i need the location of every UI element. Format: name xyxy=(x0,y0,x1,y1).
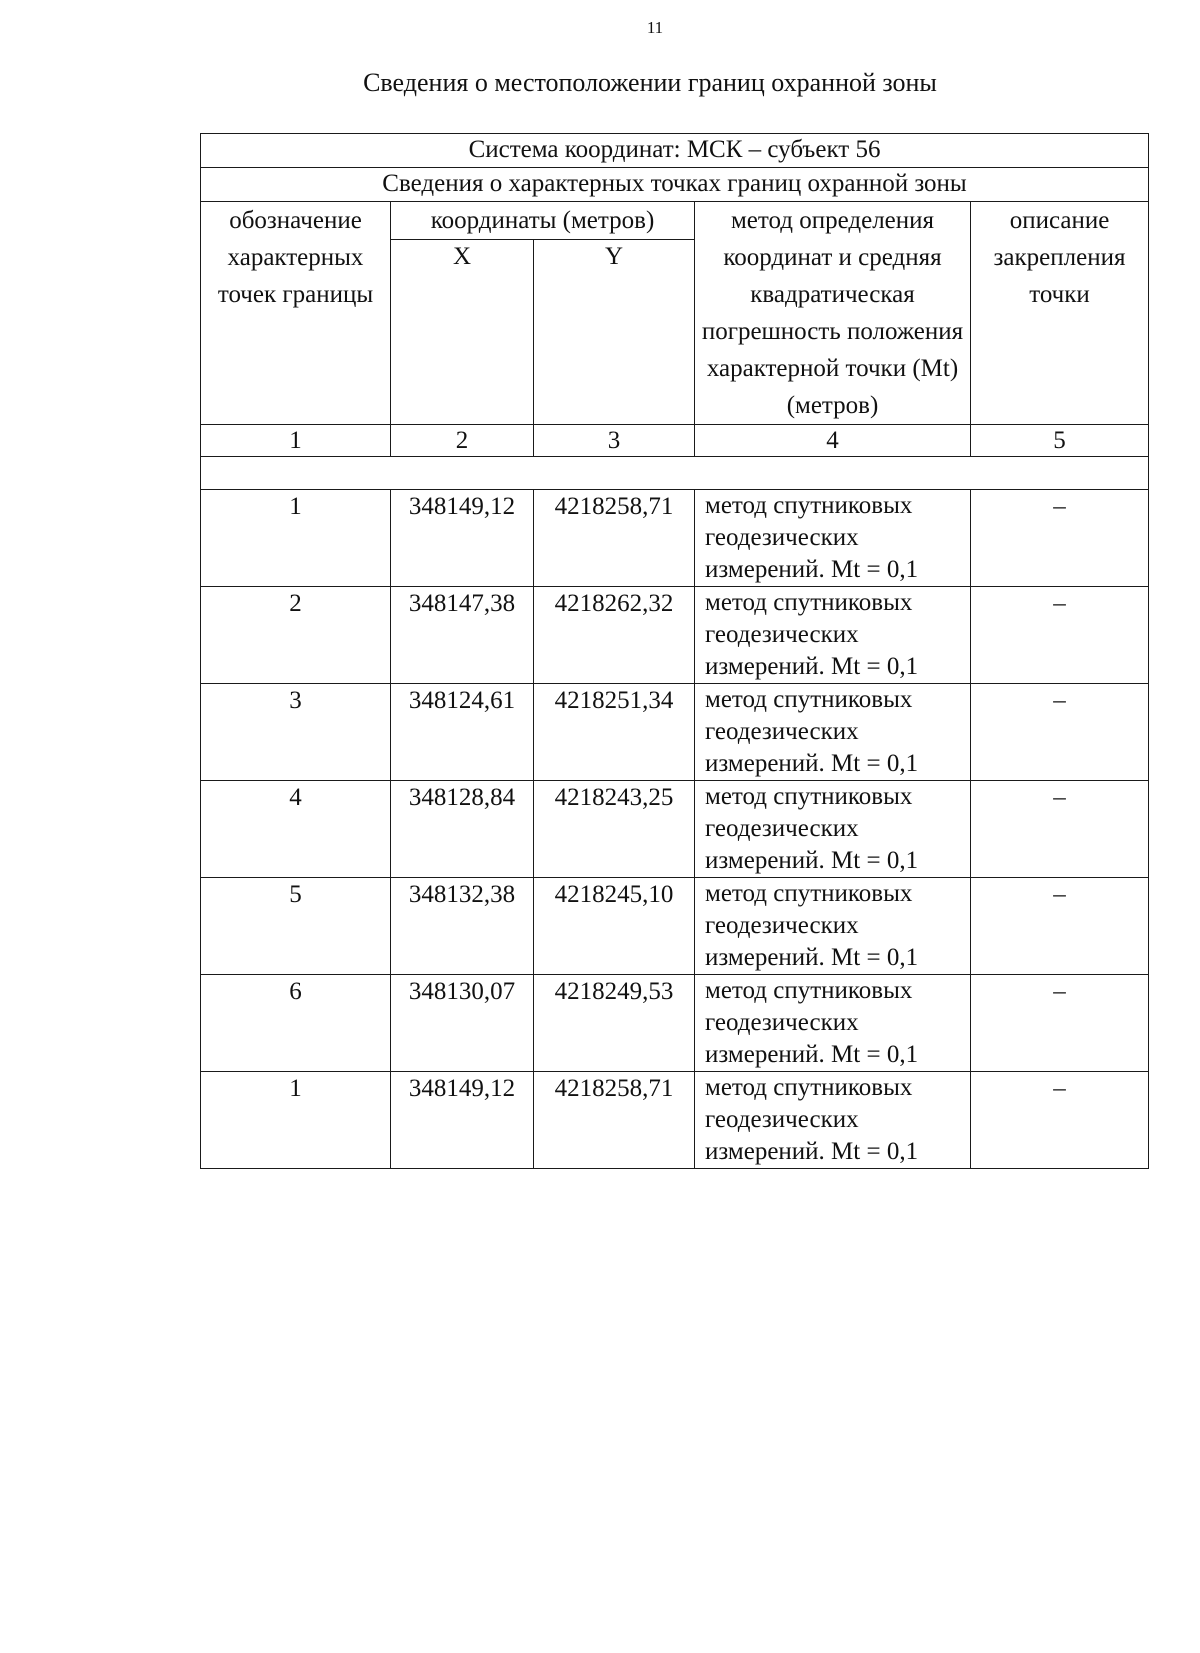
table-row xyxy=(201,587,1149,684)
empty-row xyxy=(201,457,1149,490)
table-row xyxy=(201,684,1149,781)
header-y: Y xyxy=(534,240,695,425)
method-line: измерений. Mt = 0,1 xyxy=(705,556,919,583)
x-coordinate-cell: 348130,07 xyxy=(391,975,534,1072)
method-line: геодезических xyxy=(705,1009,859,1036)
x-coordinate-cell: 348149,12 xyxy=(391,1072,534,1169)
method-line: геодезических xyxy=(705,621,859,648)
method-line: геодезических xyxy=(705,1106,859,1133)
y-coordinate-cell: 4218251,34 xyxy=(534,684,695,781)
column-number: 3 xyxy=(534,425,695,457)
column-number: 4 xyxy=(695,425,971,457)
y-coordinate-cell: 4218262,32 xyxy=(534,587,695,684)
header-x: X xyxy=(391,240,534,425)
column-numbers-row xyxy=(201,425,1149,457)
header-method: метод определения координат и средняя квадратическая погрешность положения характерной точки (Mt) (метров) xyxy=(695,202,971,425)
method-cell xyxy=(695,1072,971,1169)
x-coordinate-cell: 348132,38 xyxy=(391,878,534,975)
y-coordinate-cell: 4218249,53 xyxy=(534,975,695,1072)
table-row xyxy=(201,490,1149,587)
section-title-cell: Сведения о характерных точках границ охранной зоны xyxy=(201,168,1149,202)
x-coordinate-cell: 348149,12 xyxy=(391,490,534,587)
y-coordinate-cell: 4218245,10 xyxy=(534,878,695,975)
method-line: геодезических xyxy=(705,718,859,745)
document-title: Сведения о местоположении границ охранной зоны xyxy=(363,68,937,97)
method-line: геодезических xyxy=(705,524,859,551)
table-row xyxy=(201,975,1149,1072)
table-row xyxy=(201,1072,1149,1169)
column-number: 1 xyxy=(201,425,391,457)
method-cell xyxy=(695,781,971,878)
method-line: метод спутниковых xyxy=(705,1074,913,1101)
method-cell xyxy=(695,587,971,684)
point-number-cell: 3 xyxy=(201,684,391,781)
method-line: измерений. Mt = 0,1 xyxy=(705,1138,919,1165)
point-number-cell: 2 xyxy=(201,587,391,684)
description-cell: – xyxy=(971,781,1149,878)
method-cell xyxy=(695,975,971,1072)
method-line: геодезических xyxy=(705,912,859,939)
point-number-cell: 5 xyxy=(201,878,391,975)
point-number-cell: 1 xyxy=(201,490,391,587)
method-line: измерений. Mt = 0,1 xyxy=(705,944,919,971)
table-row xyxy=(201,878,1149,975)
point-number-cell: 1 xyxy=(201,1072,391,1169)
method-line: измерений. Mt = 0,1 xyxy=(705,750,919,777)
method-line: измерений. Mt = 0,1 xyxy=(705,1041,919,1068)
table-row xyxy=(201,781,1149,878)
x-coordinate-cell: 348128,84 xyxy=(391,781,534,878)
y-coordinate-cell: 4218243,25 xyxy=(534,781,695,878)
boundary-points-table xyxy=(200,133,1149,1169)
x-coordinate-cell: 348147,38 xyxy=(391,587,534,684)
y-coordinate-cell: 4218258,71 xyxy=(534,1072,695,1169)
empty-cell xyxy=(201,457,1149,490)
method-line: измерений. Mt = 0,1 xyxy=(705,653,919,680)
point-number-cell: 6 xyxy=(201,975,391,1072)
x-coordinate-cell: 348124,61 xyxy=(391,684,534,781)
description-cell: – xyxy=(971,975,1149,1072)
description-cell: – xyxy=(971,684,1149,781)
column-number: 5 xyxy=(971,425,1149,457)
header-coordinates: координаты (метров) xyxy=(391,202,695,240)
header-description: описание закрепления точки xyxy=(971,202,1149,425)
method-line: метод спутниковых xyxy=(705,880,913,907)
method-line: метод спутниковых xyxy=(705,492,913,519)
y-coordinate-cell: 4218258,71 xyxy=(534,490,695,587)
method-line: метод спутниковых xyxy=(705,783,913,810)
method-line: измерений. Mt = 0,1 xyxy=(705,847,919,874)
method-cell xyxy=(695,878,971,975)
method-cell xyxy=(695,490,971,587)
description-cell: – xyxy=(971,490,1149,587)
method-line: метод спутниковых xyxy=(705,589,913,616)
point-number-cell: 4 xyxy=(201,781,391,878)
header-point-designation: обозначение характерных точек границы xyxy=(201,202,391,425)
description-cell: – xyxy=(971,878,1149,975)
page-number: 11 xyxy=(646,18,664,37)
method-line: метод спутниковых xyxy=(705,977,913,1004)
description-cell: – xyxy=(971,1072,1149,1169)
column-number: 2 xyxy=(391,425,534,457)
method-line: геодезических xyxy=(705,815,859,842)
coordinate-system-cell: Система координат: МСК – субъект 56 xyxy=(201,134,1149,168)
description-cell: – xyxy=(971,587,1149,684)
method-line: метод спутниковых xyxy=(705,686,913,713)
method-cell xyxy=(695,684,971,781)
